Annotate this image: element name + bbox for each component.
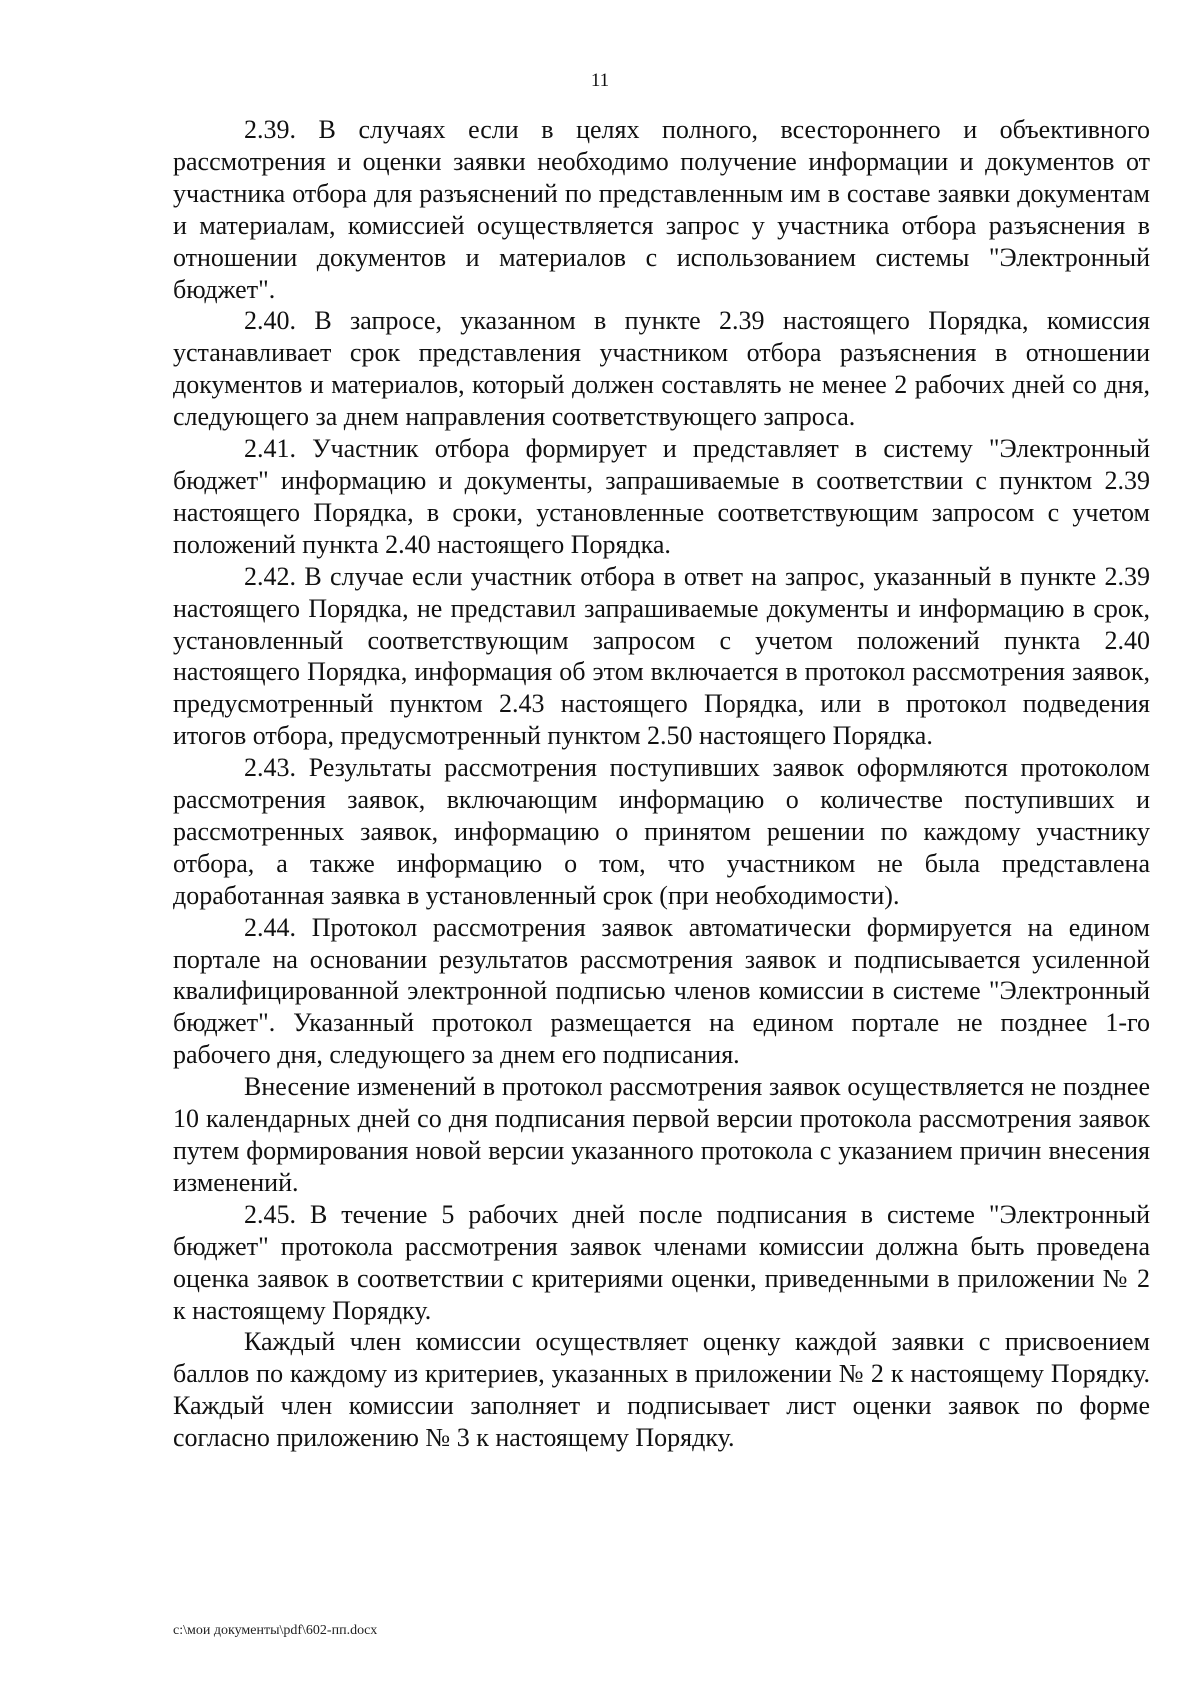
paragraph-2-41: 2.41. Участник отбора формирует и представляет в систему "Электронный бюджет" информацию и документы, запрашиваемые в соответствии с пунктом 2.39 настоящего Порядка, в сроки, установленные соответствующим запросом с учетом положений пункта 2.40 настоящего Порядка. bbox=[173, 434, 1150, 559]
paragraph-2-42: 2.42. В случае если участник отбора в ответ на запрос, указанный в пункте 2.39 настоящего Порядка, не представил запрашиваемые документы и информацию в срок, установленный соответствующим запросом с учетом положений пункта 2.40 настоящего Порядка, информация об этом включается в протокол рассмотрения заявок, предусмотренный пунктом 2.43 настоящего Порядка, или в протокол подведения итогов отбора, предусмотренный пунктом 2.50 настоящего Порядка. bbox=[173, 561, 1150, 751]
paragraph-2-44-amendments: Внесение изменений в протокол рассмотрения заявок осуществляется не позднее 10 календарных дней со дня подписания первой версии протокола рассмотрения заявок путем формирования новой версии указанного протокола с указанием причин внесения изменений. bbox=[173, 1072, 1150, 1197]
paragraph-2-39: 2.39. В случаях если в целях полного, всестороннего и объективного рассмотрения и оценки заявки необходимо получение информации и документов от участника отбора для разъяснений по представленным им в составе заявки документам и материалам, комиссией осуществляется запрос у участника отбора разъяснения в отношении документов и материалов с использованием системы "Электронный бюджет". bbox=[173, 115, 1150, 304]
page-number: 11 bbox=[590, 70, 610, 91]
paragraph-2-45: 2.45. В течение 5 рабочих дней после подписания в системе "Электронный бюджет" протокола рассмотрения заявок членами комиссии должна быть проведена оценка заявок в соответствии с критериями оценки, приведенными в приложении № 2 к настоящему Порядку. bbox=[173, 1199, 1150, 1325]
paragraph-2-45-scoring: Каждый член комиссии осуществляет оценку каждой заявки с присвоением баллов по каждому из критериев, указанных в приложении № 2 к настоящему Порядку. Каждый член комиссии заполняет и подписывает лист оценки заявок по форме согласно приложению № 3 к настоящему Порядку. bbox=[173, 1327, 1150, 1453]
file-path-footer: c:\мои документы\pdf\602-пп.docx bbox=[173, 1623, 378, 1638]
paragraph-2-43: 2.43. Результаты рассмотрения поступивших заявок оформляются протоколом рассмотрения заявок, включающим информацию о количестве поступивших и рассмотренных заявок, информацию о принятом решении по каждому участнику отбора, а также информацию о том, что участником не была представлена доработанная заявка в установленный срок (при необходимости). bbox=[173, 753, 1150, 910]
paragraph-2-44: 2.44. Протокол рассмотрения заявок автоматически формируется на едином портале на основании результатов рассмотрения заявок и подписывается усиленной квалифицированной электронной подписью членов комиссии в системе "Электронный бюджет". Указанный протокол размещается на едином портале не позднее 1-го рабочего дня, следующего за днем его подписания. bbox=[173, 912, 1150, 1070]
paragraph-2-40: 2.40. В запросе, указанном в пункте 2.39 настоящего Порядка, комиссия устанавливает срок представления участником отбора разъяснения в отношении документов и материалов, который должен составлять не менее 2 рабочих дней со дня, следующего за днем направления соответствующего запроса. bbox=[173, 306, 1150, 432]
document-body bbox=[173, 114, 1150, 1454]
